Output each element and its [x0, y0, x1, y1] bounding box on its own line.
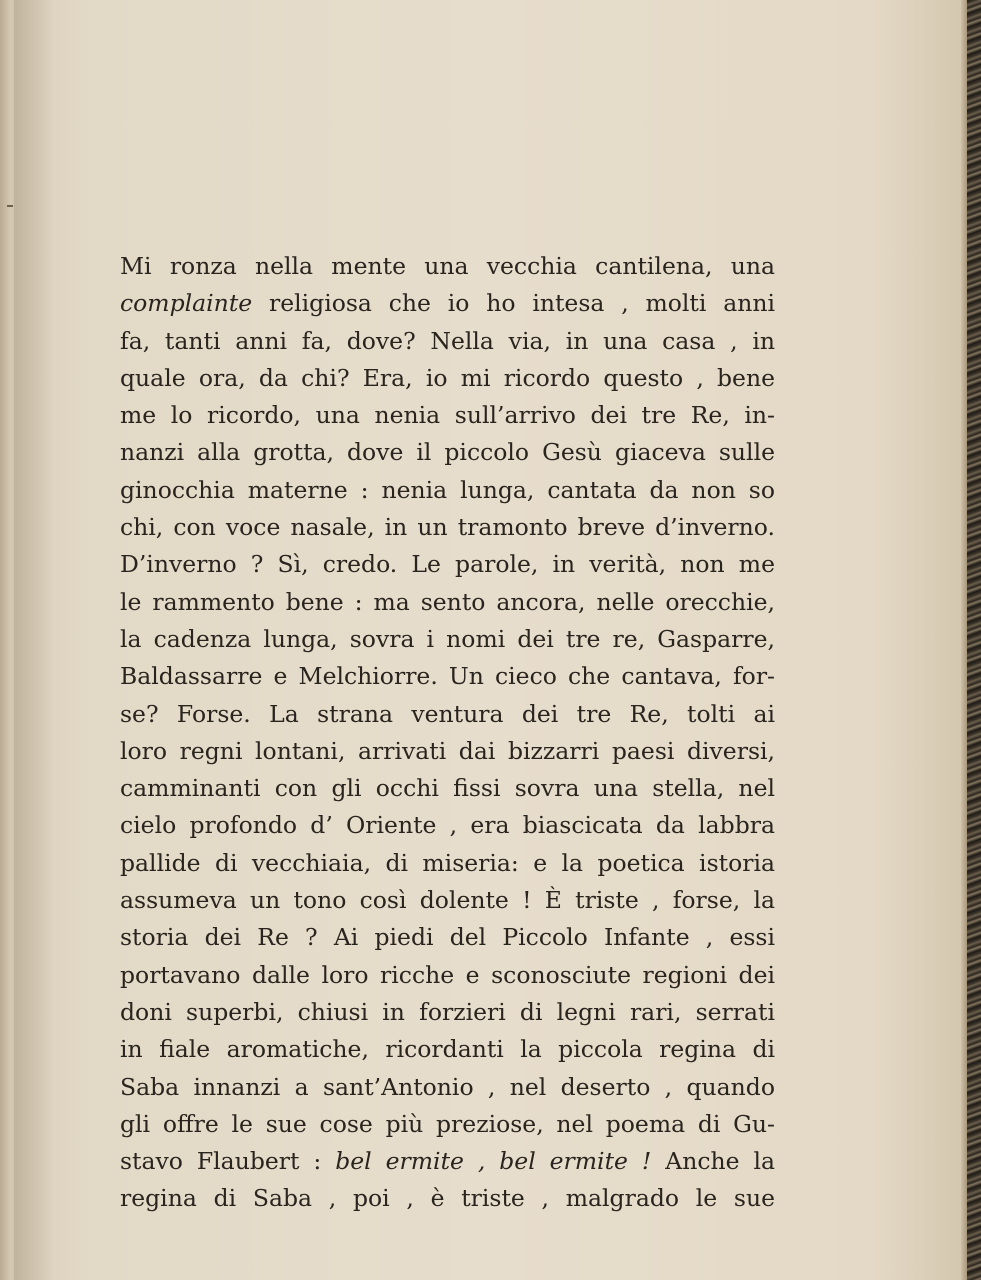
text-line: nanzi alla grotta, dove il piccolo Gesù giaceva sulle	[120, 438, 775, 467]
text-line: camminanti con gli occhi fissi sovra una stella, nel	[120, 774, 775, 803]
text-line: ginocchia materne : nenia lunga, cantata da non so	[120, 475, 775, 504]
page-edge-mark	[7, 205, 13, 207]
text-line: loro regni lontani, arrivati dai bizzarri paesi diversi,	[120, 736, 775, 765]
italic-phrase: bel ermite , bel ermite !	[335, 1147, 652, 1176]
text-line: se? Forse. La strana ventura dei tre Re, tolti ai	[120, 699, 775, 728]
body-text	[120, 248, 775, 1218]
text-line: in fiale aromatiche, ricordanti la piccola regina di	[120, 1035, 775, 1064]
text-line: chi, con voce nasale, in un tramonto breve d’inverno.	[120, 513, 775, 542]
text-line: portavano dalle loro ricche e sconosciute regioni dei	[120, 960, 775, 989]
marbled-binding	[967, 0, 981, 1280]
text-line: gli offre le sue cose più preziose, nel poema di Gu-	[120, 1109, 775, 1138]
text-line: assumeva un tono così dolente ! È triste , forse, la	[120, 886, 775, 915]
text-line: Saba innanzi a sant’Antonio , nel deserto , quando	[120, 1072, 775, 1101]
text-line: stavo Flaubert : bel ermite , bel ermite ! Anche la	[120, 1147, 775, 1176]
text-line: D’inverno ? Sì, credo. Le parole, in verità, non me	[120, 550, 775, 579]
text-line: doni superbi, chiusi in forzieri di legni rari, serrati	[120, 997, 775, 1026]
text-line: la cadenza lunga, sovra i nomi dei tre re, Gasparre,	[120, 624, 775, 653]
text-line: Mi ronza nella mente una vecchia cantilena, una	[120, 252, 775, 280]
text-line: cielo profondo d’ Oriente , era biascicata da labbra	[120, 811, 775, 840]
italic-phrase: complainte	[120, 289, 253, 318]
text-line: regina di Saba , poi , è triste , malgrado le sue	[120, 1184, 775, 1213]
text-line: pallide di vecchiaia, di miseria: e la poetica istoria	[120, 848, 775, 877]
text-line: me lo ricordo, una nenia sull’arrivo dei tre Re, in-	[120, 401, 775, 430]
text-line: Baldassarre e Melchiorre. Un cieco che cantava, for-	[120, 662, 775, 691]
text-line: storia dei Re ? Ai piedi del Piccolo Infante , essi	[120, 923, 775, 952]
gutter-shadow	[14, 0, 54, 1280]
text-line: complainte religiosa che io ho intesa , molti anni	[120, 289, 775, 318]
text-line: quale ora, da chi? Era, io mi ricordo questo , bene	[120, 363, 775, 392]
text-line: le rammento bene : ma sento ancora, nelle orecchie,	[120, 587, 775, 616]
text-line: fa, tanti anni fa, dove? Nella via, in una casa , in	[120, 326, 775, 355]
